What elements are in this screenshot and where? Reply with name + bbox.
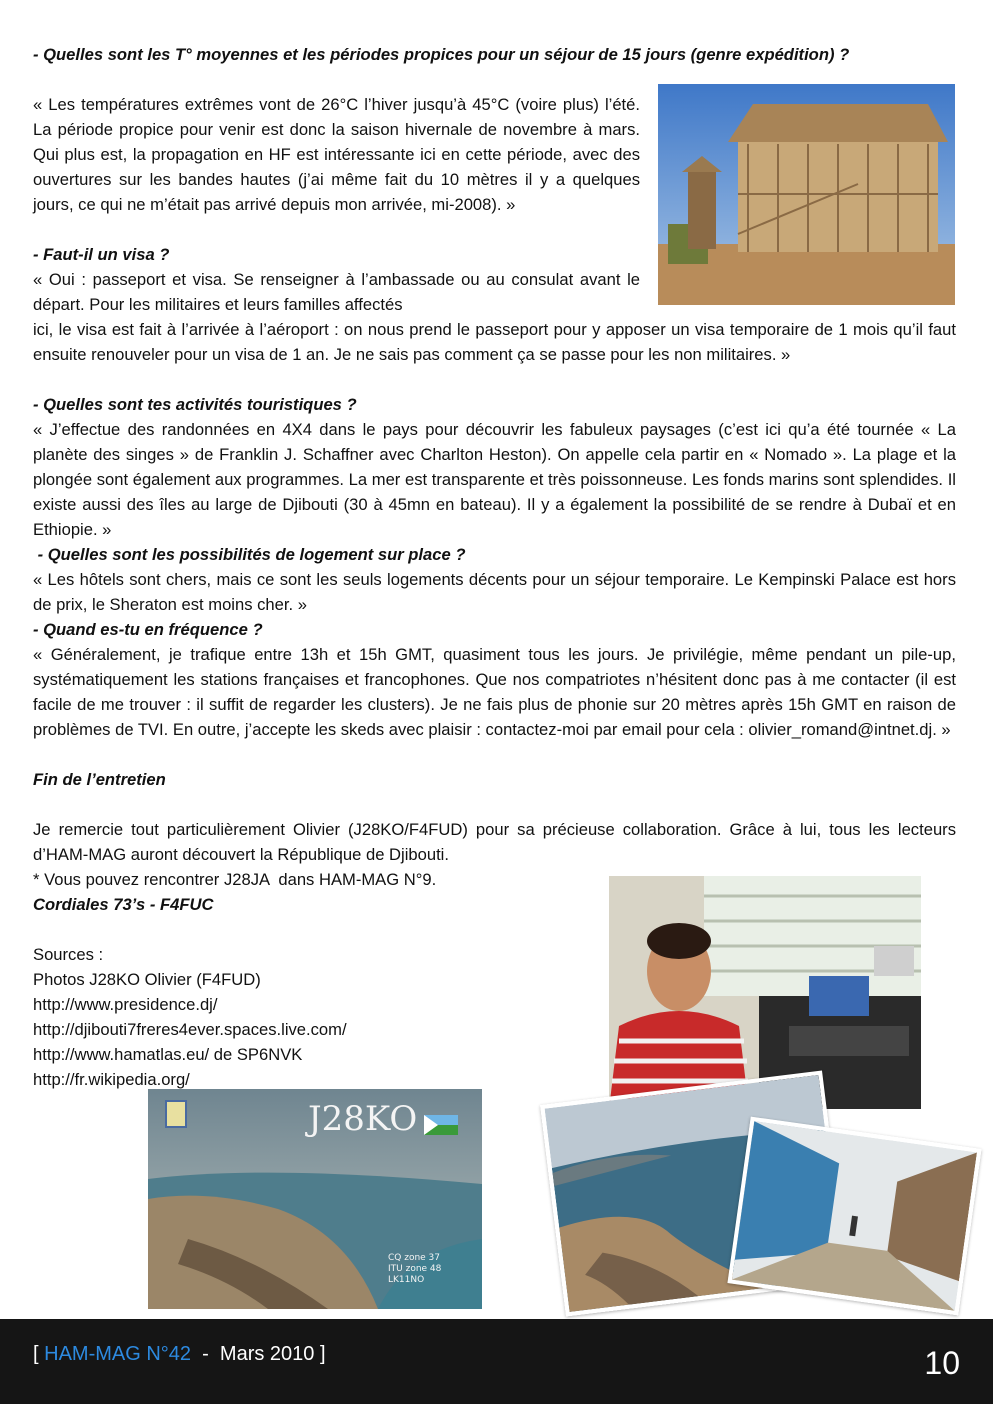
qsl-cq-zone: CQ zone 37 [388, 1253, 441, 1263]
question-lodging: - Quelles sont les possibilités de logement sur place ? [33, 545, 466, 564]
qsl-card [148, 1089, 482, 1309]
footer-bracket-open: [ [33, 1343, 45, 1365]
tower-photo [658, 84, 955, 305]
source-link[interactable]: http://www.presidence.dj/ [33, 995, 218, 1014]
answer-lodging: « Les hôtels sont chers, mais ce sont les seuls logements décents pour un séjour temporaire. Le Kempinski Palace est hors de prix, le Sheraton est moins cher. » [33, 570, 956, 614]
answer-visa-part2: ici, le visa est fait à l’arrivée à l’aéroport : on nous prend le passeport pour y apposer un visa temporaire de 1 mois qu’il faut ensuite renouveler pour un visa de 1 an. Je ne sais pas comment ça se passe pour les non militaires. » [33, 320, 956, 364]
operator-photo [609, 876, 921, 1109]
source-link[interactable]: http://www.hamatlas.eu/ de SP6NVK [33, 1045, 303, 1064]
source-item: Photos J28KO Olivier (F4FUD) [33, 970, 261, 989]
question-visa: - Faut-il un visa ? [33, 245, 170, 264]
question-tourism: - Quelles sont tes activités touristiques ? [33, 395, 357, 414]
footer-separator: - [191, 1343, 220, 1365]
answer-visa-part1: « Oui : passeport et visa. Se renseigner à l’ambassade ou au consulat avant le départ. Pour les militaires et leurs familles affectés [33, 270, 640, 314]
qsl-itu-zone: ITU zone 48 [388, 1264, 442, 1274]
footer-issue [33, 1343, 326, 1366]
source-link[interactable]: http://fr.wikipedia.org/ [33, 1070, 190, 1089]
page-number: 10 [924, 1345, 960, 1381]
qsl-callsign: J28KO [308, 1099, 418, 1139]
thanks-paragraph: Je remercie tout particulièrement Olivier (J28KO/F4FUD) pour sa précieuse collaboration. Grâce à lui, tous les lecteurs d’HAM-MAG auront découvert la République de Djibouti. [33, 820, 956, 864]
source-link[interactable]: http://djibouti7freres4ever.spaces.live.com/ [33, 1020, 347, 1039]
footer-magazine: HAM-MAG N°42 [44, 1343, 192, 1365]
footer-date: Mars 2010 ] [219, 1343, 326, 1365]
footer-bar [0, 1319, 993, 1404]
qsl-locator: LK11NO [388, 1275, 425, 1285]
interview-end: Fin de l’entretien [33, 770, 166, 789]
answer-temperatures: « Les températures extrêmes vont de 26°C l’hiver jusqu’à 45°C (voire plus) l’été. La période propice pour venir est donc la saison hivernale de novembre à mars. Qui plus est, la propagation en HF est intéressante ici en cette période, avec des ouvertures sur les bandes hautes (j’ai même fait du 10 mètres il y a quelques jours, ce qui ne m’était pas arrivé depuis mon arrivée, mi-2008). » [33, 95, 640, 214]
regards-signature: Cordiales 73’s - F4FUC [33, 895, 214, 914]
sources-label: Sources : [33, 945, 104, 964]
question-temperatures: - Quelles sont les T° moyennes et les périodes propices pour un séjour de 15 jours (genre expédition) ? [33, 45, 850, 64]
answer-tourism: « J’effectue des randonnées en 4X4 dans le pays pour découvrir les fabuleux paysages (c’est ici qu’a été tournée « La planète des singes » de Franklin J. Schaffner avec Charlton Heston). On appelle cela partir en « Nomado ». La plage et la plongée sont également aux programmes. La mer est transparente et très poissonneuse. Les fonds marins sont splendides. Il existe aussi des îles au large de Djibouti (30 à 45mn en bateau). Il y a également la possibilité de se rendre à Dubaï et en Ethiopie. » [33, 420, 956, 539]
answer-frequency: « Généralement, je trafique entre 13h et 15h GMT, quasiment tous les jours. Je privilégie, même pendant un pile-up, systématiquement les stations françaises et francophones. Que nos compatriotes n’hésitent donc pas à me contacter (il est facile de me trouver : il suffit de regarder les clusters). Je ne fais plus de phonie sur 20 mètres après 15h GMT en raison de problèmes de TVI. En outre, j’accepte les skeds avec plaisir : contactez-moi par email pour cela : olivier_romand@intnet.dj. » [33, 645, 956, 739]
question-frequency: - Quand es-tu en fréquence ? [33, 620, 263, 639]
street-photo [727, 1117, 981, 1316]
meet-note: * Vous pouvez rencontrer J28JA dans HAM-MAG N°9. [33, 870, 437, 889]
